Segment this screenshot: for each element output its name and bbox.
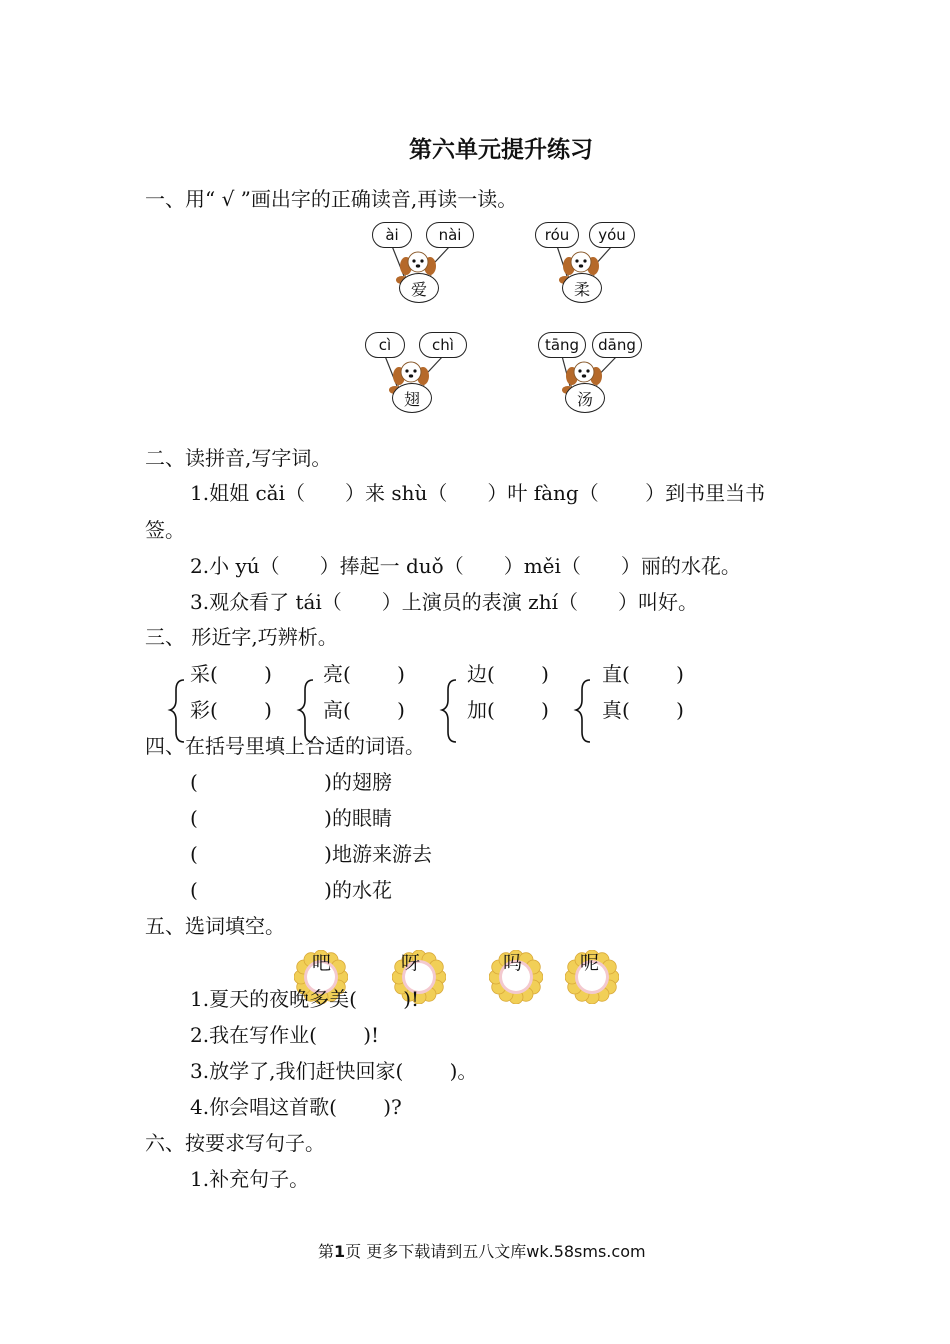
q5-item-3: 3.放学了,我们赶快回家( )。 — [190, 1059, 478, 1083]
q2-heading: 二、读拼音,写字词。 — [145, 446, 332, 470]
footer-prefix: 第 — [318, 1242, 335, 1261]
pinyin-option-left[interactable]: róu — [535, 222, 579, 248]
brace-1 — [170, 680, 184, 742]
brace-2 — [299, 680, 313, 742]
pair-4-top: 直( ) — [602, 662, 684, 686]
footer-text: 页 更多下载请到五八文库 — [345, 1242, 527, 1261]
q5-item-1: 1.夏天的夜晚多美( )! — [190, 987, 420, 1011]
q2-line-1-cont: 签。 — [145, 518, 185, 542]
word-ba: 吧 — [312, 952, 332, 974]
pair-2-top: 亮( ) — [323, 662, 405, 686]
brace-3 — [442, 680, 456, 742]
pair-1-top: 采( ) — [190, 662, 272, 686]
pair-1-bottom: 彩( ) — [190, 698, 272, 722]
q2-line-2: 2.小 yú（ ）捧起一 duǒ（ ）měi（ ）丽的水花。 — [190, 554, 741, 578]
q4-heading: 四、在括号里填上合适的词语。 — [145, 734, 425, 758]
word-ya: 呀 — [401, 952, 421, 974]
pinyin-option-right[interactable]: nài — [426, 222, 474, 248]
q2-line-1: 1.姐姐 cǎi（ ）来 shù（ ）叶 fàng（ ）到书里当书 — [190, 481, 766, 505]
character-bubble: 爱 — [399, 273, 439, 303]
page-title: 第六单元提升练习 — [409, 136, 593, 163]
pinyin-option-left[interactable]: tāng — [538, 332, 586, 358]
brace-4 — [576, 680, 590, 742]
pair-4-bottom: 真( ) — [602, 698, 684, 722]
q1-heading: 一、用“ √ ”画出字的正确读音,再读一读。 — [145, 187, 518, 211]
word-ne: 呢 — [580, 952, 600, 974]
q6-item-1: 1.补充句子。 — [190, 1167, 310, 1191]
q4-item-1: ( )的翅膀 — [190, 770, 392, 794]
q6-heading: 六、按要求写句子。 — [145, 1131, 325, 1155]
pair-3-bottom: 加( ) — [467, 698, 549, 722]
pinyin-option-right[interactable]: dāng — [592, 332, 642, 358]
footer-page-number: 1 — [334, 1242, 346, 1261]
character-bubble: 翅 — [392, 383, 432, 413]
q4-item-4: ( )的水花 — [190, 878, 392, 902]
q2-line-3: 3.观众看了 tái（ ）上演员的表演 zhí（ ）叫好。 — [190, 590, 698, 614]
word-ma: 吗 — [503, 952, 523, 974]
pair-2-bottom: 高( ) — [323, 698, 405, 722]
q5-item-2: 2.我在写作业( )! — [190, 1023, 380, 1047]
footer-site-link[interactable]: wk.58sms.com — [526, 1242, 646, 1261]
character-bubble: 柔 — [562, 273, 602, 303]
pinyin-option-left[interactable]: ài — [372, 222, 412, 248]
q3-heading: 三、 形近字,巧辨析。 — [145, 625, 338, 649]
q4-item-3: ( )地游来游去 — [190, 842, 432, 866]
q5-heading: 五、选词填空。 — [145, 914, 285, 938]
pair-3-top: 边( ) — [467, 662, 549, 686]
pinyin-option-left[interactable]: cì — [365, 332, 405, 358]
q4-item-2: ( )的眼睛 — [190, 806, 392, 830]
pinyin-option-right[interactable]: chì — [419, 332, 467, 358]
page-footer — [318, 1244, 646, 1260]
character-bubble: 汤 — [565, 383, 605, 413]
pinyin-option-right[interactable]: yóu — [589, 222, 635, 248]
q5-item-4: 4.你会唱这首歌( )? — [190, 1095, 402, 1119]
